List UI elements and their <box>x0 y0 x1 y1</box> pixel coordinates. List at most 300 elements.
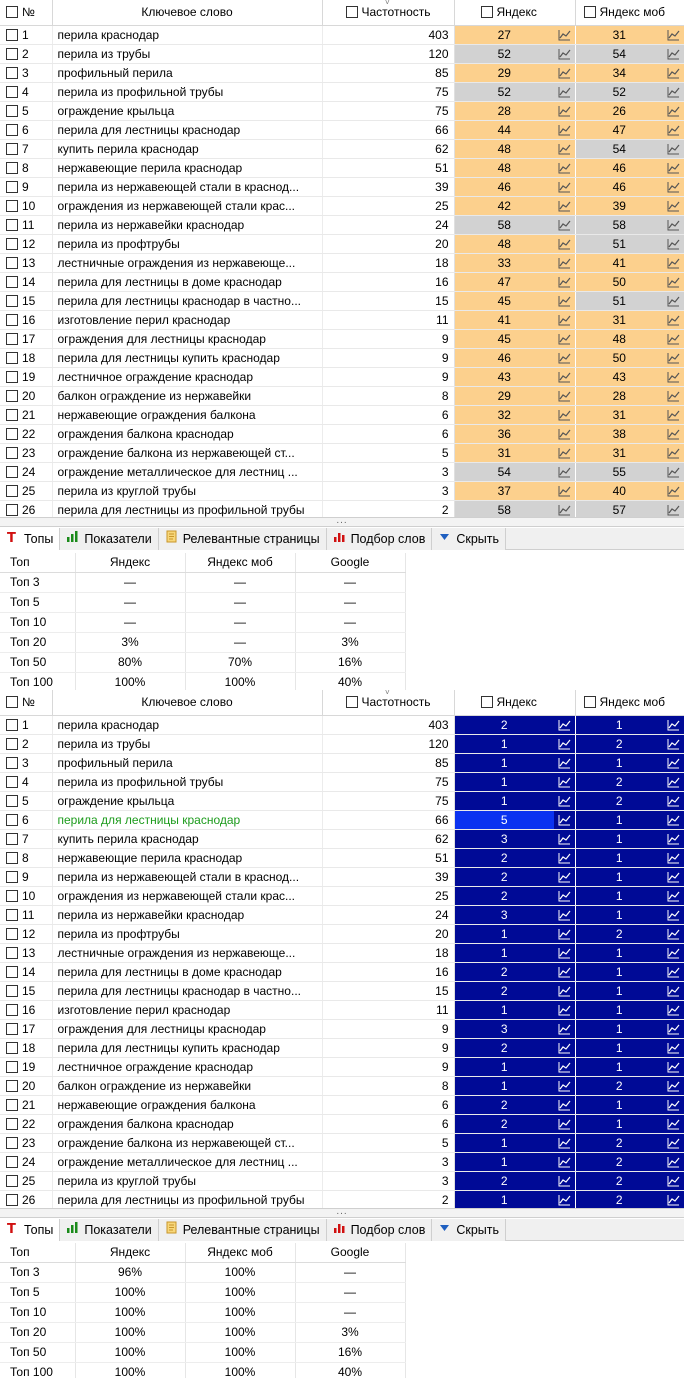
table-row[interactable] <box>0 715 684 734</box>
trend-chart-icon[interactable] <box>554 886 575 905</box>
row-checkbox[interactable] <box>6 928 18 940</box>
yandex-mob-position-cell[interactable]: 1 <box>575 829 663 848</box>
trend-chart-icon[interactable] <box>663 462 684 481</box>
yandex-mob-position-cell[interactable]: 1 <box>575 1057 663 1076</box>
trend-chart-icon[interactable] <box>554 215 575 234</box>
table-row[interactable] <box>0 848 684 867</box>
table-row[interactable] <box>0 981 684 1000</box>
trend-chart-icon[interactable] <box>663 139 684 158</box>
tab-metrics[interactable] <box>60 1219 158 1241</box>
keyword-cell[interactable]: нержавеющие перила краснодар <box>52 158 322 177</box>
trend-chart-icon[interactable] <box>663 1171 684 1190</box>
keyword-cell[interactable]: балкон ограждение из нержавейки <box>52 386 322 405</box>
yandex-mob-position-cell[interactable]: 1 <box>575 886 663 905</box>
trend-chart-icon[interactable] <box>554 772 575 791</box>
trend-chart-icon[interactable] <box>554 962 575 981</box>
trend-chart-icon[interactable] <box>554 291 575 310</box>
table-row[interactable] <box>0 962 684 981</box>
yandex-position-cell[interactable]: 46 <box>454 177 554 196</box>
trend-chart-icon[interactable] <box>663 1190 684 1209</box>
table-row[interactable] <box>0 1038 684 1057</box>
trend-chart-icon[interactable] <box>663 443 684 462</box>
yandex-mob-position-cell[interactable]: 2 <box>575 734 663 753</box>
trend-chart-icon[interactable] <box>554 443 575 462</box>
yandex-mob-position-cell[interactable]: 2 <box>575 1190 663 1209</box>
table-row[interactable] <box>0 1076 684 1095</box>
table-row[interactable] <box>0 943 684 962</box>
row-checkbox[interactable] <box>6 276 18 288</box>
row-checkbox[interactable] <box>6 1023 18 1035</box>
trend-chart-icon[interactable] <box>663 1152 684 1171</box>
trend-chart-icon[interactable] <box>663 848 684 867</box>
trend-chart-icon[interactable] <box>663 234 684 253</box>
table-row[interactable] <box>0 1095 684 1114</box>
table-row[interactable] <box>0 348 684 367</box>
yandex-mob-position-cell[interactable]: 34 <box>575 63 663 82</box>
splitter-handle-1[interactable]: ... <box>0 517 684 527</box>
keyword-cell[interactable]: ограждение балкона из нержавеющей ст... <box>52 1133 322 1152</box>
keyword-cell[interactable]: лестничное ограждение краснодар <box>52 1057 322 1076</box>
row-checkbox[interactable] <box>6 1042 18 1054</box>
yandex-position-cell[interactable]: 1 <box>454 1133 554 1152</box>
table-row[interactable] <box>0 772 684 791</box>
trend-chart-icon[interactable] <box>663 424 684 443</box>
yandex-position-cell[interactable]: 33 <box>454 253 554 272</box>
yandex-mob-position-cell[interactable]: 2 <box>575 1133 663 1152</box>
keyword-cell[interactable]: лестничные ограждения из нержавеюще... <box>52 943 322 962</box>
yandex-mob-position-cell[interactable]: 1 <box>575 1095 663 1114</box>
trend-chart-icon[interactable] <box>663 981 684 1000</box>
trend-chart-icon[interactable] <box>554 848 575 867</box>
keyword-cell[interactable]: купить перила краснодар <box>52 139 322 158</box>
yandex-position-cell[interactable]: 1 <box>454 924 554 943</box>
row-checkbox[interactable] <box>6 390 18 402</box>
yandex-position-cell[interactable]: 48 <box>454 158 554 177</box>
yandex-mob-position-cell[interactable]: 1 <box>575 810 663 829</box>
tab-word-selection[interactable] <box>327 528 433 550</box>
trend-chart-icon[interactable] <box>663 867 684 886</box>
row-checkbox[interactable] <box>6 719 18 731</box>
keyword-cell[interactable]: ограждение металлическое для лестниц ... <box>52 1152 322 1171</box>
trend-chart-icon[interactable] <box>554 462 575 481</box>
trend-chart-icon[interactable] <box>554 253 575 272</box>
yandex-mob-position-cell[interactable]: 1 <box>575 943 663 962</box>
yandex-mob-position-cell[interactable]: 48 <box>575 329 663 348</box>
row-checkbox[interactable] <box>6 1156 18 1168</box>
yandex-mob-position-cell[interactable]: 2 <box>575 791 663 810</box>
row-checkbox[interactable] <box>6 795 18 807</box>
yandex-mob-position-cell[interactable]: 1 <box>575 715 663 734</box>
keyword-cell[interactable]: ограждения из нержавеющей стали крас... <box>52 886 322 905</box>
row-checkbox[interactable] <box>6 1061 18 1073</box>
trend-chart-icon[interactable] <box>554 1095 575 1114</box>
table-row[interactable] <box>0 25 684 44</box>
yandex-position-cell[interactable]: 2 <box>454 867 554 886</box>
table-row[interactable] <box>0 386 684 405</box>
keyword-cell[interactable]: перила из трубы <box>52 734 322 753</box>
row-checkbox[interactable] <box>6 1175 18 1187</box>
yandex-position-cell[interactable]: 5 <box>454 810 554 829</box>
frequency-checkbox[interactable] <box>346 696 358 708</box>
table-row[interactable] <box>0 1057 684 1076</box>
trend-chart-icon[interactable] <box>663 158 684 177</box>
yandex-mob-position-cell[interactable]: 1 <box>575 1038 663 1057</box>
trend-chart-icon[interactable] <box>554 367 575 386</box>
keyword-cell[interactable]: профильный перила <box>52 63 322 82</box>
trend-chart-icon[interactable] <box>554 82 575 101</box>
yandex-mob-position-cell[interactable]: 47 <box>575 120 663 139</box>
yandex-position-cell[interactable]: 2 <box>454 886 554 905</box>
table-row[interactable] <box>0 1114 684 1133</box>
yandex-position-cell[interactable]: 3 <box>454 905 554 924</box>
trend-chart-icon[interactable] <box>663 905 684 924</box>
column-header-yandex-mob[interactable] <box>575 690 684 715</box>
column-header-yandex-mob[interactable] <box>575 0 684 25</box>
trend-chart-icon[interactable] <box>663 367 684 386</box>
yandex-position-cell[interactable]: 2 <box>454 848 554 867</box>
table-row[interactable] <box>0 905 684 924</box>
keyword-cell[interactable]: перила из нержавейки краснодар <box>52 905 322 924</box>
table-row[interactable] <box>0 272 684 291</box>
row-checkbox[interactable] <box>6 757 18 769</box>
table-row[interactable] <box>0 120 684 139</box>
row-checkbox[interactable] <box>6 352 18 364</box>
yandex-position-cell[interactable]: 48 <box>454 234 554 253</box>
keyword-cell[interactable]: лестничные ограждения из нержавеюще... <box>52 253 322 272</box>
row-checkbox[interactable] <box>6 143 18 155</box>
trend-chart-icon[interactable] <box>554 44 575 63</box>
keyword-cell[interactable]: купить перила краснодар <box>52 829 322 848</box>
yandex-mob-position-cell[interactable]: 46 <box>575 177 663 196</box>
tab-metrics[interactable] <box>60 528 158 550</box>
trend-chart-icon[interactable] <box>663 310 684 329</box>
yandex-position-cell[interactable]: 1 <box>454 1152 554 1171</box>
yandex-mob-position-cell[interactable]: 31 <box>575 443 663 462</box>
yandex-mob-position-cell[interactable]: 40 <box>575 481 663 500</box>
yandex-position-cell[interactable]: 1 <box>454 734 554 753</box>
trend-chart-icon[interactable] <box>554 405 575 424</box>
trend-chart-icon[interactable] <box>554 829 575 848</box>
table-row[interactable] <box>0 886 684 905</box>
row-checkbox[interactable] <box>6 871 18 883</box>
yandex-mob-position-cell[interactable]: 2 <box>575 924 663 943</box>
yandex-mob-position-cell[interactable]: 2 <box>575 1171 663 1190</box>
yandex-position-cell[interactable]: 47 <box>454 272 554 291</box>
keyword-cell[interactable]: перила из профтрубы <box>52 234 322 253</box>
yandex-mob-position-cell[interactable]: 57 <box>575 500 663 519</box>
yandex-checkbox[interactable] <box>481 696 493 708</box>
yandex-position-cell[interactable]: 1 <box>454 943 554 962</box>
trend-chart-icon[interactable] <box>663 177 684 196</box>
yandex-checkbox[interactable] <box>481 6 493 18</box>
keyword-cell[interactable]: ограждение крыльца <box>52 101 322 120</box>
tab-hide[interactable] <box>432 1219 506 1241</box>
table-row[interactable] <box>0 1133 684 1152</box>
frequency-checkbox[interactable] <box>346 6 358 18</box>
row-checkbox[interactable] <box>6 314 18 326</box>
column-header-num[interactable] <box>0 0 52 25</box>
trend-chart-icon[interactable] <box>554 177 575 196</box>
yandex-mob-position-cell[interactable]: 38 <box>575 424 663 443</box>
row-checkbox[interactable] <box>6 447 18 459</box>
tab-relevant-pages[interactable] <box>159 1219 327 1241</box>
keyword-cell[interactable]: ограждения балкона краснодар <box>52 424 322 443</box>
yandex-position-cell[interactable]: 42 <box>454 196 554 215</box>
trend-chart-icon[interactable] <box>663 1133 684 1152</box>
row-checkbox[interactable] <box>6 1099 18 1111</box>
row-checkbox[interactable] <box>6 485 18 497</box>
yandex-position-cell[interactable]: 29 <box>454 386 554 405</box>
yandex-position-cell[interactable]: 27 <box>454 25 554 44</box>
table-row[interactable] <box>0 310 684 329</box>
tab-word-selection[interactable] <box>327 1219 433 1241</box>
keyword-cell[interactable]: перила для лестницы из профильной трубы <box>52 500 322 519</box>
row-checkbox[interactable] <box>6 333 18 345</box>
tab-tops[interactable] <box>0 528 60 550</box>
yandex-position-cell[interactable]: 52 <box>454 44 554 63</box>
row-checkbox[interactable] <box>6 966 18 978</box>
yandex-position-cell[interactable]: 37 <box>454 481 554 500</box>
trend-chart-icon[interactable] <box>663 291 684 310</box>
trend-chart-icon[interactable] <box>554 196 575 215</box>
trend-chart-icon[interactable] <box>663 772 684 791</box>
yandex-position-cell[interactable]: 1 <box>454 772 554 791</box>
table-row[interactable] <box>0 867 684 886</box>
yandex-mob-position-cell[interactable]: 1 <box>575 981 663 1000</box>
yandex-position-cell[interactable]: 32 <box>454 405 554 424</box>
column-header-yandex[interactable] <box>454 0 575 25</box>
yandex-mob-position-cell[interactable]: 50 <box>575 348 663 367</box>
yandex-position-cell[interactable]: 2 <box>454 981 554 1000</box>
keyword-cell[interactable]: перила для лестницы в доме краснодар <box>52 962 322 981</box>
yandex-position-cell[interactable]: 41 <box>454 310 554 329</box>
table-row[interactable] <box>0 791 684 810</box>
yandex-mob-checkbox[interactable] <box>584 6 596 18</box>
row-checkbox[interactable] <box>6 200 18 212</box>
column-header-yandex[interactable] <box>454 690 575 715</box>
yandex-position-cell[interactable]: 46 <box>454 348 554 367</box>
table-row[interactable] <box>0 329 684 348</box>
table-row[interactable] <box>0 481 684 500</box>
yandex-position-cell[interactable]: 58 <box>454 215 554 234</box>
trend-chart-icon[interactable] <box>554 1019 575 1038</box>
trend-chart-icon[interactable] <box>663 791 684 810</box>
keyword-cell[interactable]: перила для лестницы из профильной трубы <box>52 1190 322 1209</box>
trend-chart-icon[interactable] <box>554 272 575 291</box>
yandex-mob-position-cell[interactable]: 31 <box>575 25 663 44</box>
yandex-position-cell[interactable]: 52 <box>454 82 554 101</box>
trend-chart-icon[interactable] <box>554 386 575 405</box>
trend-chart-icon[interactable] <box>554 310 575 329</box>
trend-chart-icon[interactable] <box>663 734 684 753</box>
trend-chart-icon[interactable] <box>663 348 684 367</box>
row-checkbox[interactable] <box>6 466 18 478</box>
keyword-cell[interactable]: изготовление перил краснодар <box>52 310 322 329</box>
table-row[interactable] <box>0 177 684 196</box>
table-row[interactable] <box>0 405 684 424</box>
table-row[interactable] <box>0 829 684 848</box>
trend-chart-icon[interactable] <box>554 791 575 810</box>
keyword-cell[interactable]: перила краснодар <box>52 715 322 734</box>
row-checkbox[interactable] <box>6 833 18 845</box>
table-row[interactable] <box>0 234 684 253</box>
yandex-position-cell[interactable]: 3 <box>454 829 554 848</box>
keyword-cell[interactable]: нержавеющие ограждения балкона <box>52 405 322 424</box>
row-checkbox[interactable] <box>6 257 18 269</box>
trend-chart-icon[interactable] <box>663 215 684 234</box>
table-row[interactable] <box>0 101 684 120</box>
trend-chart-icon[interactable] <box>663 1038 684 1057</box>
row-checkbox[interactable] <box>6 371 18 383</box>
table-row[interactable] <box>0 1152 684 1171</box>
yandex-mob-position-cell[interactable]: 55 <box>575 462 663 481</box>
trend-chart-icon[interactable] <box>554 101 575 120</box>
yandex-mob-position-cell[interactable]: 50 <box>575 272 663 291</box>
keyword-cell[interactable]: перила для лестницы краснодар в частно... <box>52 291 322 310</box>
yandex-mob-position-cell[interactable]: 1 <box>575 753 663 772</box>
yandex-mob-position-cell[interactable]: 1 <box>575 1114 663 1133</box>
trend-chart-icon[interactable] <box>663 329 684 348</box>
yandex-mob-position-cell[interactable]: 1 <box>575 905 663 924</box>
trend-chart-icon[interactable] <box>663 44 684 63</box>
row-checkbox[interactable] <box>6 29 18 41</box>
row-checkbox[interactable] <box>6 504 18 516</box>
row-checkbox[interactable] <box>6 238 18 250</box>
yandex-mob-position-cell[interactable]: 54 <box>575 44 663 63</box>
trend-chart-icon[interactable] <box>663 481 684 500</box>
yandex-position-cell[interactable]: 28 <box>454 101 554 120</box>
trend-chart-icon[interactable] <box>663 101 684 120</box>
keyword-cell[interactable]: перила из нержавеющей стали в краснод... <box>52 867 322 886</box>
trend-chart-icon[interactable] <box>663 386 684 405</box>
row-checkbox[interactable] <box>6 1080 18 1092</box>
yandex-position-cell[interactable]: 2 <box>454 1095 554 1114</box>
keyword-cell[interactable]: перила для лестницы в доме краснодар <box>52 272 322 291</box>
row-checkbox[interactable] <box>6 409 18 421</box>
keyword-cell[interactable]: перила для лестницы краснодар в частно... <box>52 981 322 1000</box>
keyword-cell[interactable]: ограждения балкона краснодар <box>52 1114 322 1133</box>
keyword-cell[interactable]: ограждение крыльца <box>52 791 322 810</box>
trend-chart-icon[interactable] <box>554 1000 575 1019</box>
trend-chart-icon[interactable] <box>663 25 684 44</box>
yandex-position-cell[interactable]: 1 <box>454 791 554 810</box>
row-checkbox[interactable] <box>6 124 18 136</box>
row-checkbox[interactable] <box>6 86 18 98</box>
row-checkbox[interactable] <box>6 814 18 826</box>
keyword-cell[interactable]: ограждение металлическое для лестниц ... <box>52 462 322 481</box>
keyword-cell[interactable]: перила из профильной трубы <box>52 772 322 791</box>
column-header-keyword[interactable]: Ключевое слово <box>52 690 322 715</box>
row-checkbox[interactable] <box>6 219 18 231</box>
trend-chart-icon[interactable] <box>663 120 684 139</box>
table-row[interactable] <box>0 734 684 753</box>
tab-relevant-pages[interactable] <box>159 528 327 550</box>
trend-chart-icon[interactable] <box>554 943 575 962</box>
yandex-position-cell[interactable]: 36 <box>454 424 554 443</box>
yandex-position-cell[interactable]: 2 <box>454 962 554 981</box>
yandex-mob-position-cell[interactable]: 52 <box>575 82 663 101</box>
table-row[interactable] <box>0 1019 684 1038</box>
trend-chart-icon[interactable] <box>554 715 575 734</box>
keyword-cell[interactable]: перила для лестницы купить краснодар <box>52 348 322 367</box>
yandex-mob-position-cell[interactable]: 2 <box>575 1152 663 1171</box>
row-checkbox[interactable] <box>6 1137 18 1149</box>
trend-chart-icon[interactable] <box>663 405 684 424</box>
yandex-position-cell[interactable]: 44 <box>454 120 554 139</box>
keyword-cell[interactable]: перила из профтрубы <box>52 924 322 943</box>
trend-chart-icon[interactable] <box>663 962 684 981</box>
keyword-cell[interactable]: нержавеющие перила краснодар <box>52 848 322 867</box>
trend-chart-icon[interactable] <box>554 924 575 943</box>
row-checkbox[interactable] <box>6 1118 18 1130</box>
yandex-position-cell[interactable]: 43 <box>454 367 554 386</box>
table-row[interactable] <box>0 139 684 158</box>
row-checkbox[interactable] <box>6 738 18 750</box>
yandex-mob-position-cell[interactable]: 39 <box>575 196 663 215</box>
column-header-num[interactable] <box>0 690 52 715</box>
keyword-cell[interactable]: перила для лестницы купить краснодар <box>52 1038 322 1057</box>
row-checkbox[interactable] <box>6 48 18 60</box>
trend-chart-icon[interactable] <box>554 348 575 367</box>
trend-chart-icon[interactable] <box>663 1095 684 1114</box>
select-all-checkbox[interactable] <box>6 696 18 708</box>
keyword-cell[interactable]: перила для лестницы краснодар <box>52 120 322 139</box>
trend-chart-icon[interactable] <box>663 829 684 848</box>
keyword-cell[interactable]: ограждения для лестницы краснодар <box>52 1019 322 1038</box>
keyword-cell[interactable]: перила из профильной трубы <box>52 82 322 101</box>
trend-chart-icon[interactable] <box>554 1171 575 1190</box>
yandex-position-cell[interactable]: 29 <box>454 63 554 82</box>
yandex-position-cell[interactable]: 45 <box>454 291 554 310</box>
yandex-mob-position-cell[interactable]: 51 <box>575 234 663 253</box>
yandex-mob-position-cell[interactable]: 31 <box>575 310 663 329</box>
yandex-position-cell[interactable]: 1 <box>454 1000 554 1019</box>
trend-chart-icon[interactable] <box>554 1076 575 1095</box>
trend-chart-icon[interactable] <box>663 1019 684 1038</box>
table-row[interactable] <box>0 924 684 943</box>
row-checkbox[interactable] <box>6 776 18 788</box>
keyword-cell[interactable]: ограждения из нержавеющей стали крас... <box>52 196 322 215</box>
trend-chart-icon[interactable] <box>663 1114 684 1133</box>
table-row[interactable] <box>0 1000 684 1019</box>
yandex-position-cell[interactable]: 1 <box>454 753 554 772</box>
yandex-mob-position-cell[interactable]: 28 <box>575 386 663 405</box>
yandex-position-cell[interactable]: 1 <box>454 1076 554 1095</box>
keyword-cell[interactable]: лестничное ограждение краснодар <box>52 367 322 386</box>
row-checkbox[interactable] <box>6 852 18 864</box>
row-checkbox[interactable] <box>6 105 18 117</box>
table-row[interactable] <box>0 462 684 481</box>
select-all-checkbox[interactable] <box>6 6 18 18</box>
trend-chart-icon[interactable] <box>663 753 684 772</box>
row-checkbox[interactable] <box>6 162 18 174</box>
keyword-cell[interactable]: ограждения для лестницы краснодар <box>52 329 322 348</box>
yandex-mob-position-cell[interactable]: 1 <box>575 848 663 867</box>
table-row[interactable] <box>0 753 684 772</box>
trend-chart-icon[interactable] <box>663 715 684 734</box>
row-checkbox[interactable] <box>6 428 18 440</box>
trend-chart-icon[interactable] <box>554 1190 575 1209</box>
trend-chart-icon[interactable] <box>554 905 575 924</box>
table-row[interactable] <box>0 253 684 272</box>
yandex-mob-position-cell[interactable]: 58 <box>575 215 663 234</box>
yandex-position-cell[interactable]: 3 <box>454 1019 554 1038</box>
splitter-handle-2[interactable]: ... <box>0 1208 684 1218</box>
row-checkbox[interactable] <box>6 1194 18 1206</box>
row-checkbox[interactable] <box>6 985 18 997</box>
column-header-keyword[interactable]: Ключевое слово <box>52 0 322 25</box>
tab-hide[interactable] <box>432 528 506 550</box>
